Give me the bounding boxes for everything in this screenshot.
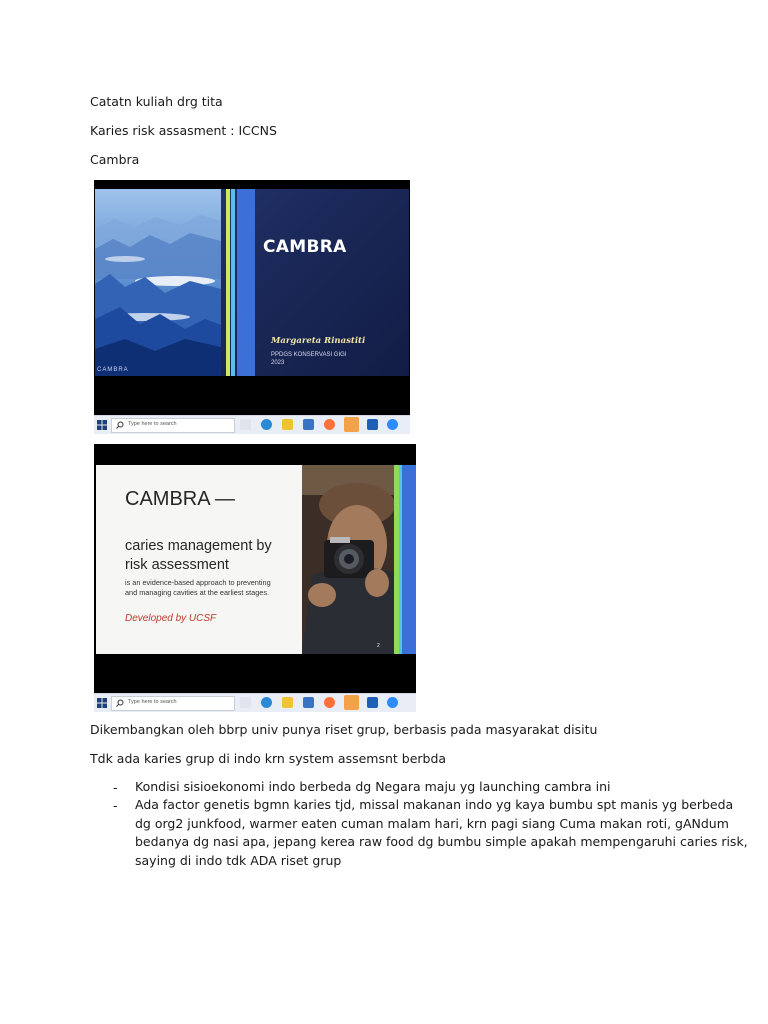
- bullet-marker: -: [113, 780, 118, 795]
- slide-2-description-line-2: and managing cavities at the earliest stages.: [125, 587, 269, 597]
- slide-2-description: [125, 578, 271, 597]
- taskbar-search-box[interactable]: [111, 696, 235, 711]
- doc-topic-line: Cambra: [90, 152, 140, 167]
- zoom-icon[interactable]: [387, 419, 398, 430]
- slide-2-heading: [125, 537, 272, 575]
- mail-icon[interactable]: [303, 419, 314, 430]
- zoom-icon[interactable]: [387, 697, 398, 708]
- slide-2-heading-line-1: caries management by: [125, 538, 272, 554]
- bullet-2-line: bedanya dg nasi apa, jepang kerea raw food dg bumbu simple apakah mempengaruhi caries risk,: [135, 834, 748, 849]
- paragraph-2: Tdk ada karies grup di indo krn system assemsnt berbda: [90, 751, 447, 766]
- windows-start-icon[interactable]: [97, 698, 107, 708]
- search-icon: [116, 421, 124, 429]
- screenshot-slide-1: [94, 180, 410, 434]
- accent-bar-blue: [237, 189, 255, 376]
- search-placeholder: Type here to search: [128, 421, 177, 427]
- bullet-2-line: Ada factor genetis bgmn karies tjd, missal makanan indo yg kaya bumbu spt manis yg berbeda: [135, 797, 734, 812]
- slide-2-title: CAMBRA —: [125, 488, 236, 510]
- slide-1-subtitle-line-2: 2023: [271, 360, 285, 366]
- slide-1-subtitle-line-1: PPDGS KONSERVASI GIGI: [271, 352, 347, 358]
- doc-title-line: Catatn kuliah drg tita: [90, 94, 223, 109]
- task-view-icon[interactable]: [240, 697, 251, 708]
- slide-2: [96, 465, 416, 654]
- slide-1: [95, 189, 409, 376]
- firefox-icon[interactable]: [324, 697, 335, 708]
- outlook-icon[interactable]: [367, 697, 378, 708]
- taskbar: [94, 415, 410, 434]
- slide-2-heading-line-2: risk assessment: [125, 557, 229, 573]
- bullet-marker: -: [113, 798, 118, 813]
- slide-1-subtitle: [271, 351, 346, 367]
- accent-bar-blue: [402, 465, 416, 654]
- screenshot-slide-2: [94, 444, 416, 712]
- mountain-image: [95, 189, 221, 376]
- search-placeholder: Type here to search: [128, 699, 177, 705]
- file-explorer-icon[interactable]: [282, 697, 293, 708]
- bullet-2-line: dg org2 junkfood, warmer eaten cuman malam hari, krn pagi siang Cuma makan roti, gANdum: [135, 815, 729, 831]
- photographer-image: [302, 465, 402, 654]
- accent-bar-lime: [226, 189, 230, 376]
- firefox-icon[interactable]: [324, 419, 335, 430]
- slide-1-title: CAMBRA: [263, 237, 347, 257]
- slide-1-author: Margareta Rinastiti: [271, 336, 366, 346]
- taskbar: [94, 693, 416, 712]
- slide-2-description-line-1: is an evidence-based approach to preventing: [125, 578, 271, 587]
- search-icon: [116, 699, 124, 707]
- mail-icon[interactable]: [303, 697, 314, 708]
- slide-2-developed-by: Developed by UCSF: [125, 613, 217, 624]
- sticky-notes-icon[interactable]: [344, 695, 359, 710]
- task-view-icon[interactable]: [240, 419, 251, 430]
- slide-1-logo: CAMBRA: [97, 367, 129, 373]
- paragraph-1: Dikembangkan oleh bbrp univ punya riset grup, berbasis pada masyarakat disitu: [90, 722, 598, 737]
- outlook-icon[interactable]: [367, 419, 378, 430]
- doc-subject-line: Karies risk assasment : ICCNS: [90, 123, 277, 138]
- windows-start-icon[interactable]: [97, 420, 107, 430]
- edge-icon[interactable]: [261, 697, 272, 708]
- taskbar-search-box[interactable]: [111, 418, 235, 433]
- file-explorer-icon[interactable]: [282, 419, 293, 430]
- bullet-1-text: Kondisi sisioekonomi indo berbeda dg Negara maju yg launching cambra ini: [135, 779, 611, 794]
- edge-icon[interactable]: [261, 419, 272, 430]
- sticky-notes-icon[interactable]: [344, 417, 359, 432]
- bullet-2-line: saying di indo tdk ADA riset grup: [135, 852, 342, 868]
- slide-2-page-number: 2: [377, 643, 380, 649]
- accent-bar-cyan: [231, 189, 235, 376]
- bullet-2-text: [135, 796, 748, 870]
